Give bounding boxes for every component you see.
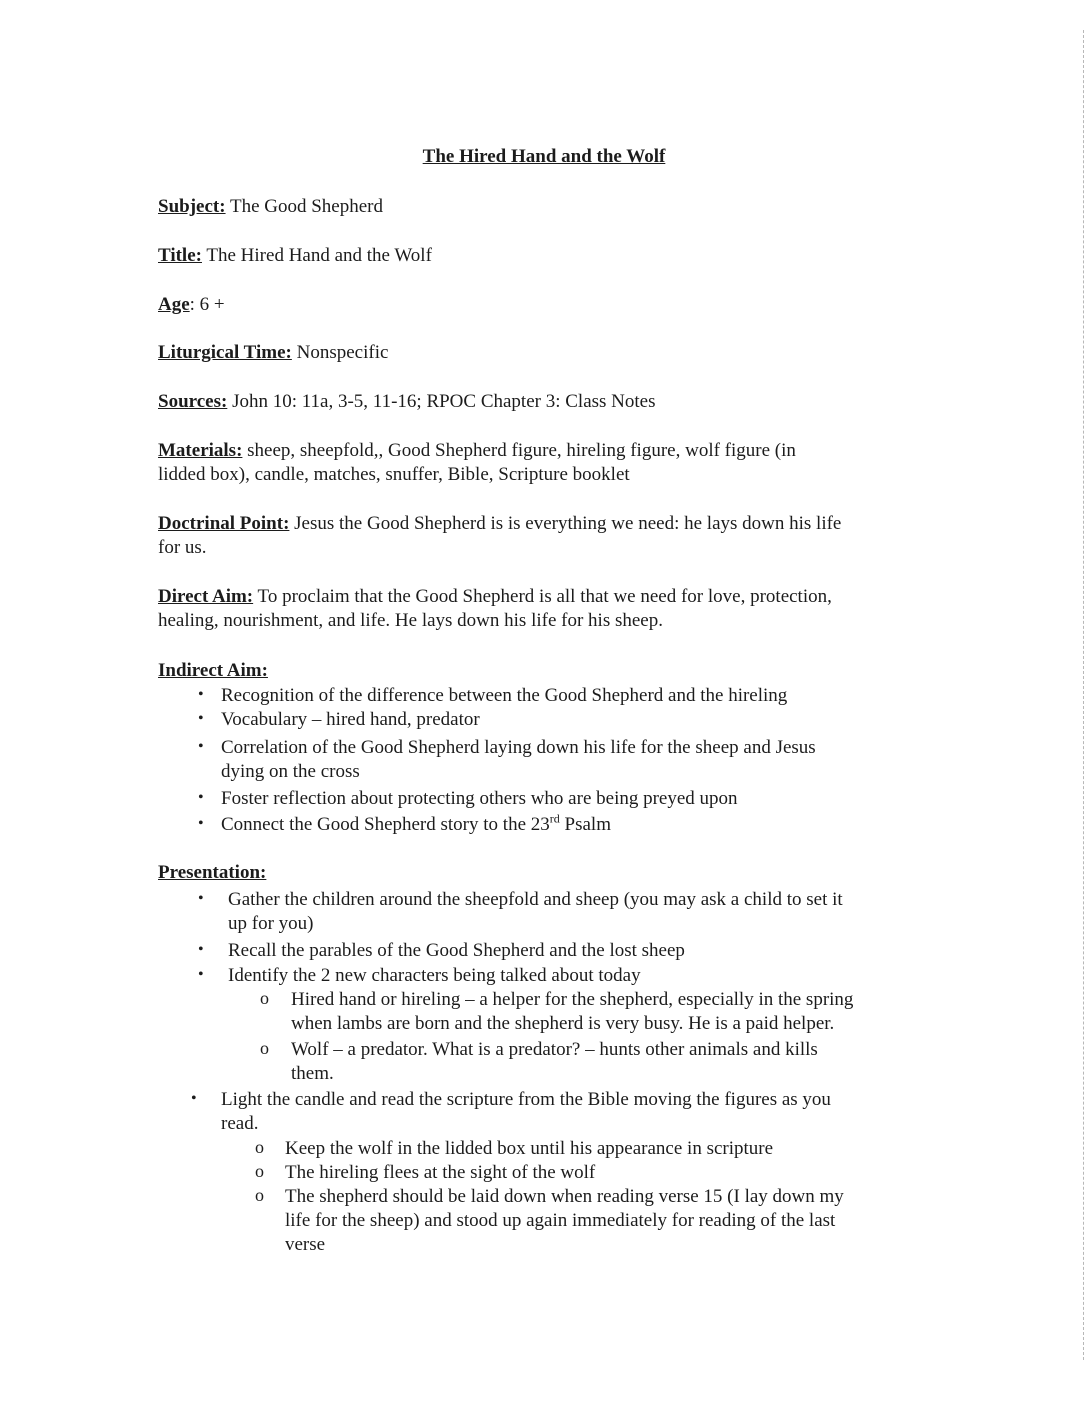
liturgical-time-label: Liturgical Time: [158,342,292,363]
doctrinal-point-line-2: for us. [158,537,207,558]
indirect-aim-item-5 [221,813,611,837]
presentation-label: Presentation: [158,862,267,883]
bullet-icon: • [198,738,204,755]
presentation-item-4-line-1: Light the candle and read the scripture from the Bible moving the figures as you [221,1089,831,1110]
title-value: The Hired Hand and the Wolf [201,245,432,266]
materials-line-2: lidded box), candle, matches, snuffer, Bible, Scripture booklet [158,464,630,485]
scan-edge-line [1083,30,1084,1360]
sub-bullet-icon: o [260,988,269,1008]
presentation-sub-item-1-line-2: when lambs are born and the shepherd is very busy. He is a paid helper. [291,1013,835,1034]
direct-aim-value-1: To proclaim that the Good Shepherd is all that we need for love, protection, [253,586,832,607]
materials-value-1: sheep, sheepfold,, Good Shepherd figure, hireling figure, wolf figure (in [242,440,796,461]
presentation-sub-item-4: The hireling flees at the sight of the wolf [285,1162,596,1183]
presentation-sub-item-5-line-1: The shepherd should be laid down when reading verse 15 (I lay down my [285,1186,844,1207]
materials-label: Materials: [158,440,243,461]
liturgical-time-value: Nonspecific [291,342,389,363]
direct-aim-line-1 [158,585,832,609]
subject-label: Subject: [158,196,226,217]
bullet-icon: • [198,966,204,983]
doctrinal-point-value-1: Jesus the Good Shepherd is is everything we need: he lays down his life [289,513,842,534]
materials-line-1 [158,439,796,463]
doctrinal-point-label: Doctrinal Point: [158,513,290,534]
age-line [158,293,225,317]
indirect-aim-item-5-post: Psalm [559,814,611,835]
age-label: Age [158,294,190,315]
bullet-icon: • [198,890,204,907]
sources-value: John 10: 11a, 3-5, 11-16; RPOC Chapter 3: Class Notes [227,391,656,412]
direct-aim-label: Direct Aim: [158,586,254,607]
presentation-item-1-line-2: up for you) [228,913,314,934]
liturgical-time-line [158,341,388,365]
indirect-aim-label: Indirect Aim: [158,660,268,681]
presentation-item-3: Identify the 2 new characters being talked about today [228,965,641,986]
presentation-sub-item-2-line-1: Wolf – a predator. What is a predator? – hunts other animals and kills [291,1039,818,1060]
presentation-item-4-line-2: read. [221,1113,259,1134]
presentation-sub-item-2-line-2: them. [291,1063,334,1084]
indirect-aim-item-5-text: Connect the Good Shepherd story to the 23 [221,814,550,835]
presentation-sub-item-5-line-2: life for the sheep) and stood up again immediately for reading of the last [285,1210,836,1231]
presentation-sub-item-5-line-3: verse [285,1234,326,1255]
subject-value: The Good Shepherd [225,196,383,217]
title-label: Title: [158,245,202,266]
bullet-icon: • [198,789,204,806]
presentation-item-2: Recall the parables of the Good Shepherd and the lost sheep [228,940,685,961]
sub-bullet-icon: o [255,1161,264,1181]
doctrinal-point-line-1 [158,512,841,536]
title-line [158,244,432,268]
age-value: : 6 + [189,294,225,315]
sources-label: Sources: [158,391,228,412]
bullet-icon: • [198,815,204,832]
presentation-sub-item-3: Keep the wolf in the lidded box until his appearance in scripture [285,1138,774,1159]
sub-bullet-icon: o [260,1038,269,1058]
direct-aim-line-2: healing, nourishment, and life. He lays down his life for his sheep. [158,610,663,631]
sub-bullet-icon: o [255,1185,264,1205]
ordinal-suffix: rd [549,811,560,826]
subject-line [158,195,383,219]
sub-bullet-icon: o [255,1137,264,1157]
indirect-aim-item-4: Foster reflection about protecting others who are being preyed upon [221,788,738,809]
indirect-aim-item-1: Recognition of the difference between the Good Shepherd and the hireling [221,685,788,706]
bullet-icon: • [198,710,204,727]
indirect-aim-item-3-line-2: dying on the cross [221,761,360,782]
indirect-aim-heading [158,659,268,683]
sources-line [158,390,656,414]
bullet-icon: • [191,1090,197,1107]
bullet-icon: • [198,686,204,703]
presentation-item-1-line-1: Gather the children around the sheepfold and sheep (you may ask a child to set it [228,889,843,910]
indirect-aim-item-2: Vocabulary – hired hand, predator [221,709,480,730]
bullet-icon: • [198,941,204,958]
presentation-heading [158,861,266,885]
indirect-aim-item-3-line-1: Correlation of the Good Shepherd laying down his life for the sheep and Jesus [221,737,816,758]
presentation-sub-item-1-line-1: Hired hand or hireling – a helper for the shepherd, especially in the spring [291,989,854,1010]
document-title: The Hired Hand and the Wolf [422,146,666,167]
